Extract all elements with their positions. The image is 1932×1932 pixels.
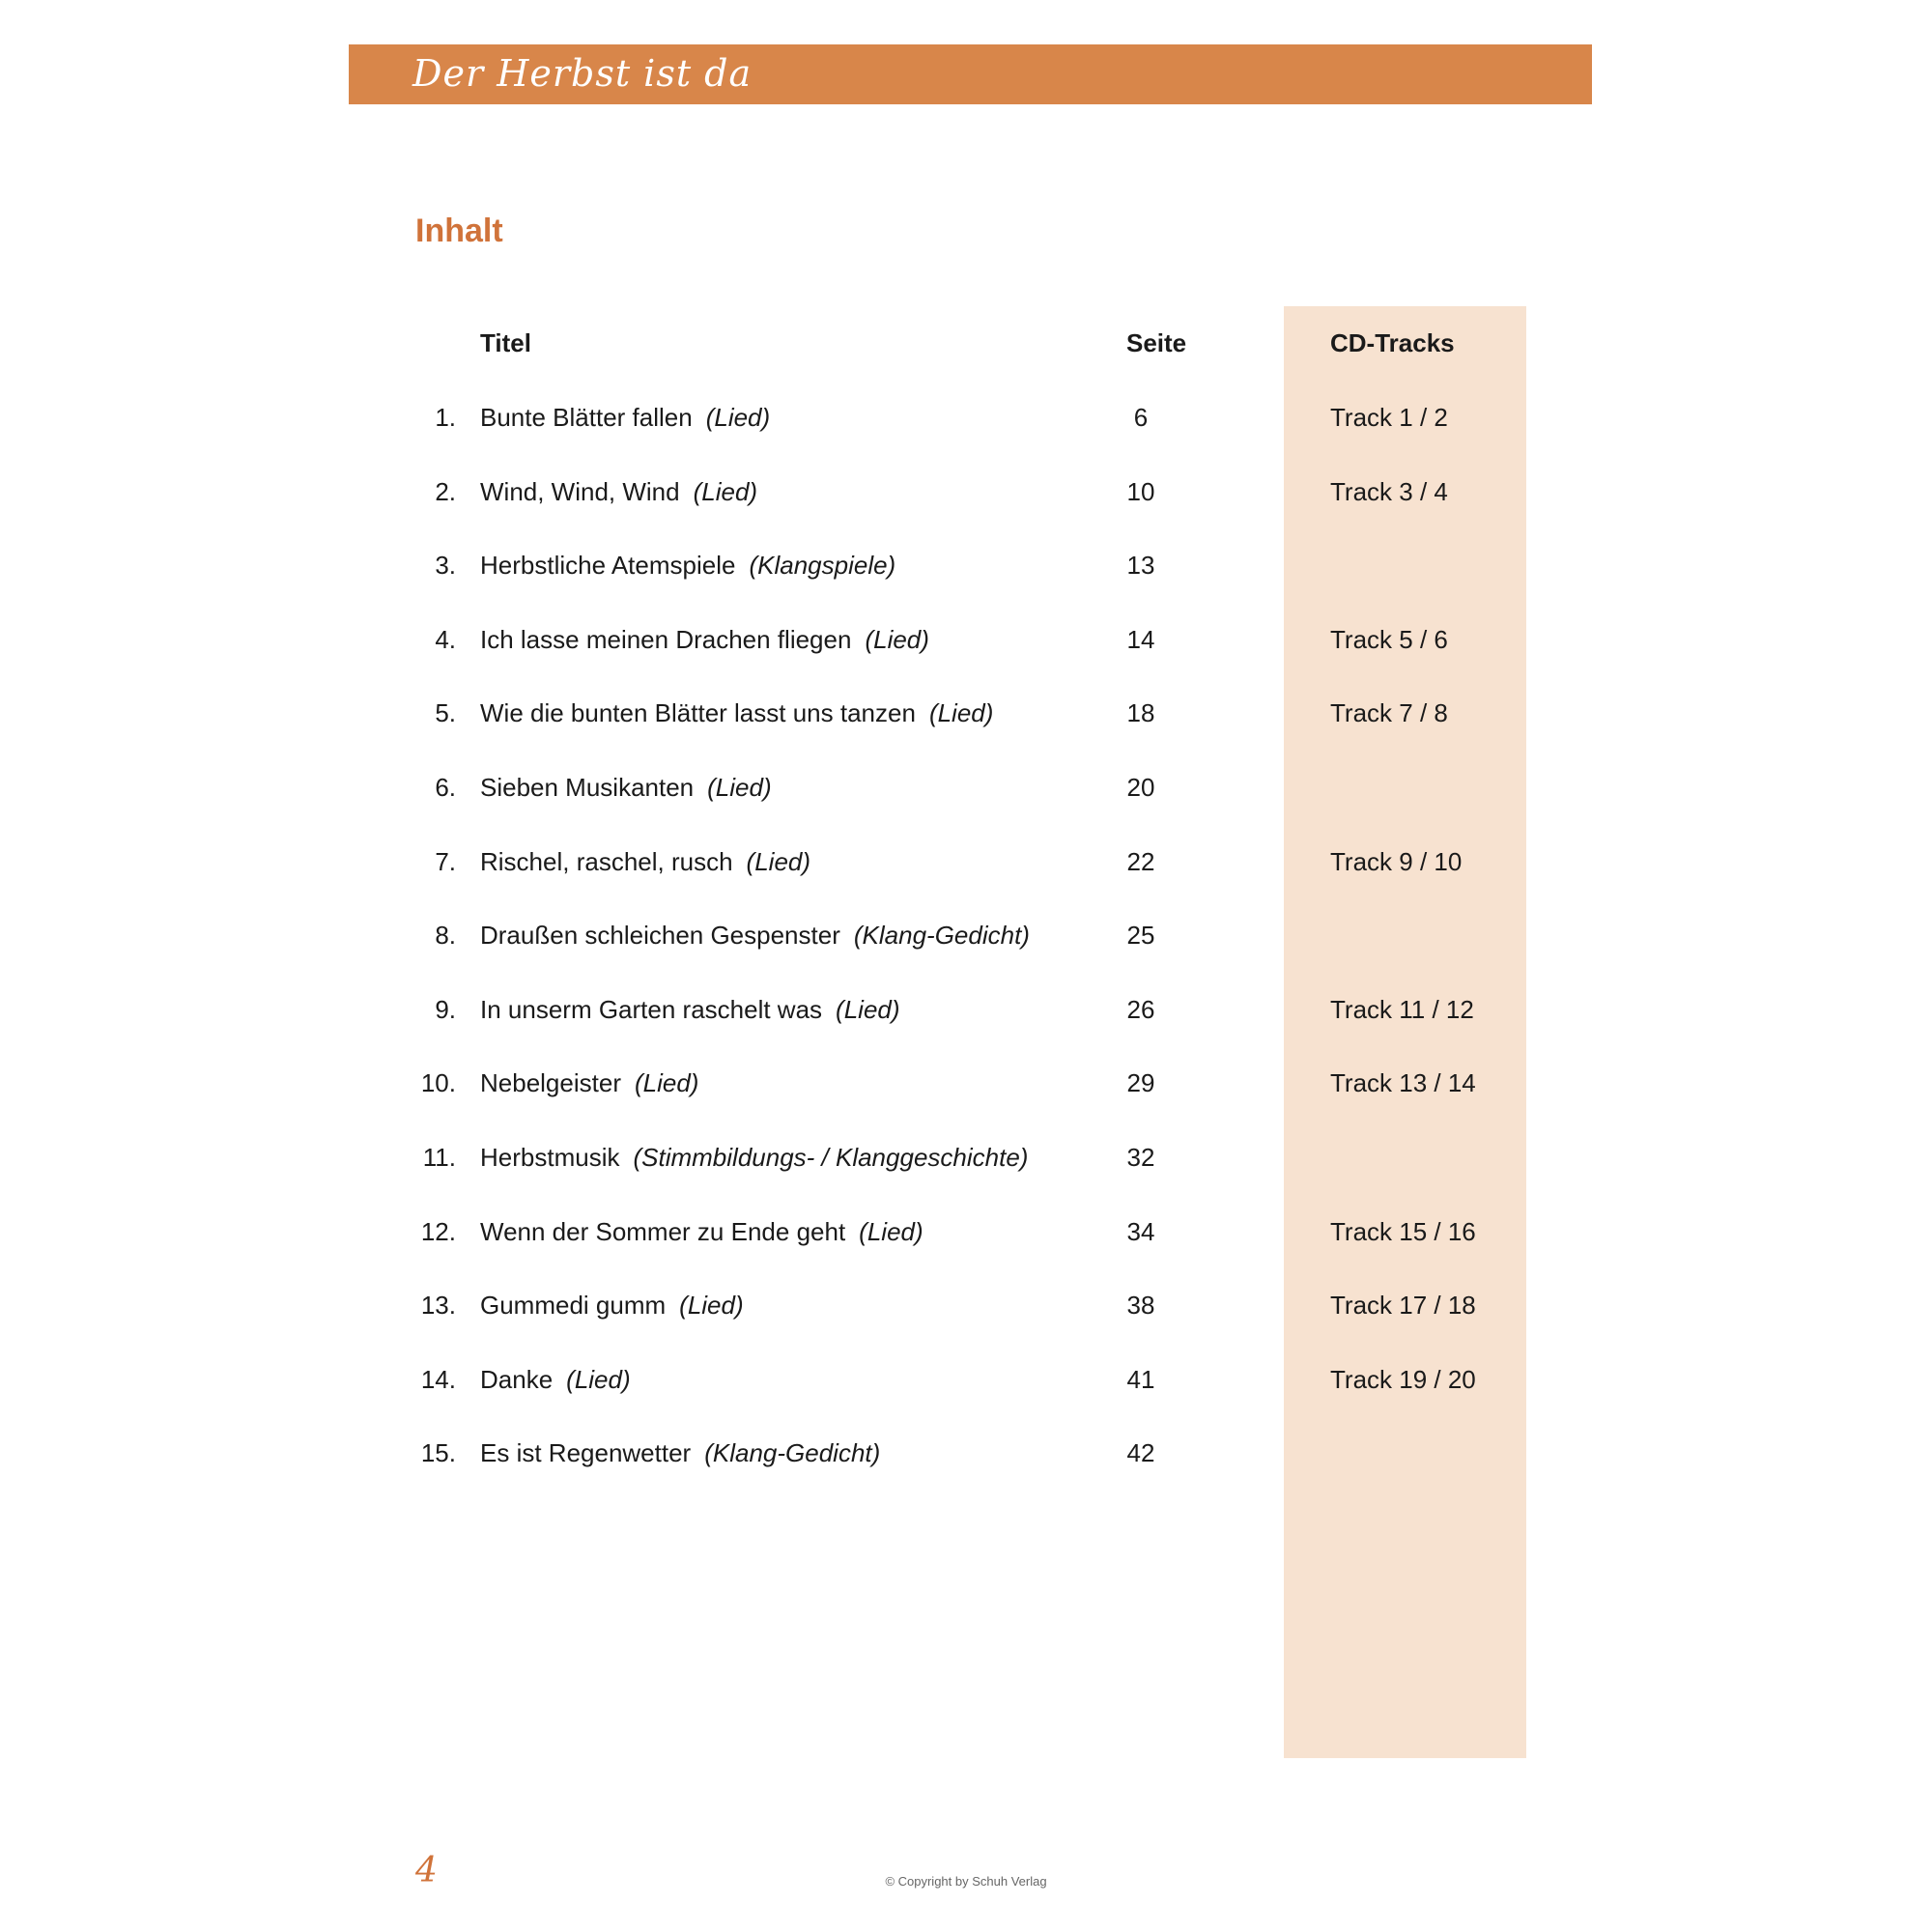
entry-page: 32 [1126,1143,1155,1172]
toc-row [0,551,1932,589]
entry-page: 10 [1126,476,1155,506]
entry-title [480,403,770,433]
entry-title-text: Herbstmusik [480,1143,620,1172]
entry-page: 13 [1126,551,1155,581]
entry-number: 9. [435,994,456,1024]
entry-genre: (Lied) [705,403,771,432]
entry-genre: (Klang-Gedicht) [704,1438,881,1468]
entry-number: 1. [435,403,456,432]
entry-title [480,847,810,877]
entry-page: 38 [1126,1291,1155,1321]
entry-title [480,1143,1028,1173]
entry-number: 12. [420,1216,456,1246]
entry-number: 13. [420,1291,456,1321]
column-header-page: Seite [1126,328,1187,357]
entry-title [480,1068,698,1098]
entry-title-text: Nebelgeister [480,1068,621,1098]
entry-page: 29 [1126,1068,1155,1098]
entry-track: Track 7 / 8 [1330,698,1448,728]
toc-row [0,995,1932,1034]
section-title: Inhalt [415,213,503,249]
entry-title [480,698,993,728]
entry-title [480,551,895,581]
toc-row [0,1217,1932,1256]
entry-track: Track 13 / 14 [1330,1068,1476,1098]
entry-title-text: Wind, Wind, Wind [480,476,680,506]
entry-title-text: Gummedi gumm [480,1291,667,1321]
entry-genre: (Stimmbildungs- / Klanggeschichte) [633,1143,1029,1172]
entry-title-text: Draußen schleichen Gespenster [480,921,840,951]
page-number: 4 [415,1851,438,1890]
toc-row [0,1143,1932,1181]
entry-title [480,1365,631,1395]
toc-row [0,698,1932,737]
toc-row [0,477,1932,516]
copyright-notice: © Copyright by Schuh Verlag [885,1874,1047,1889]
entry-number: 11. [422,1143,456,1172]
toc-row [0,1291,1932,1329]
entry-title [480,1291,744,1321]
entry-page: 14 [1126,624,1155,654]
entry-page: 34 [1126,1216,1155,1246]
entry-title-text: Sieben Musikanten [480,773,695,802]
header-bar [349,44,1592,104]
entry-title-text: Danke [480,1364,554,1394]
entry-page: 41 [1126,1364,1155,1394]
entry-genre: (Klang-Gedicht) [853,921,1030,951]
entry-title-text: Wie die bunten Blätter lasst uns tanzen [480,698,916,728]
toc-row [0,403,1932,441]
entry-number: 14. [420,1364,456,1394]
entry-genre: (Lied) [634,1068,699,1098]
entry-genre: (Lied) [693,476,758,506]
entry-title [480,625,929,655]
entry-number: 4. [435,624,456,654]
entry-genre: (Lied) [566,1364,631,1394]
toc-row [0,1068,1932,1107]
entry-genre: (Lied) [865,624,929,654]
header-title: Der Herbst ist da [412,52,753,95]
entry-number: 10. [420,1068,456,1098]
column-header-title: Titel [480,328,531,357]
entry-page: 26 [1126,994,1155,1024]
entry-page: 22 [1126,846,1155,876]
entry-track: Track 9 / 10 [1330,846,1463,876]
entry-title [480,1217,923,1247]
entry-title-text: Rischel, raschel, rusch [480,846,733,876]
entry-title-text: Ich lasse meinen Drachen fliegen [480,624,852,654]
entry-title-text: Es ist Regenwetter [480,1438,692,1468]
entry-number: 15. [420,1438,456,1468]
entry-track: Track 3 / 4 [1330,476,1448,506]
entry-number: 6. [435,773,456,802]
entry-track: Track 1 / 2 [1330,403,1448,432]
toc-row [0,1438,1932,1477]
entry-title [480,995,900,1025]
entry-number: 2. [435,476,456,506]
entry-track: Track 19 / 20 [1330,1364,1476,1394]
entry-track: Track 17 / 18 [1330,1291,1476,1321]
entry-title-text: Bunte Blätter fallen [480,403,693,432]
entry-title [480,1438,880,1468]
entry-number: 3. [435,551,456,581]
entry-page: 20 [1126,773,1155,802]
toc-row [0,773,1932,811]
entry-title-text: In unserm Garten raschelt was [480,994,823,1024]
entry-page: 18 [1126,698,1155,728]
entry-number: 8. [435,921,456,951]
entry-title-text: Herbstliche Atemspiele [480,551,736,581]
entry-track: Track 15 / 16 [1330,1216,1476,1246]
toc-row [0,1365,1932,1404]
entry-title-text: Wenn der Sommer zu Ende geht [480,1216,846,1246]
entry-genre: (Lied) [859,1216,923,1246]
entry-genre: (Lied) [928,698,994,728]
column-header-tracks: CD-Tracks [1330,328,1455,357]
entry-page: 25 [1126,921,1155,951]
entry-genre: (Klangspiele) [749,551,896,581]
entry-page: 6 [1133,403,1149,432]
entry-genre: (Lied) [836,994,900,1024]
entry-page: 42 [1126,1438,1155,1468]
toc-row [0,921,1932,959]
entry-title [480,773,772,803]
entry-genre: (Lied) [679,1291,744,1321]
entry-track: Track 5 / 6 [1330,624,1448,654]
entry-title [480,477,757,507]
entry-title [480,921,1030,951]
entry-number: 5. [435,698,456,728]
entry-genre: (Lied) [746,846,811,876]
toc-row [0,625,1932,664]
toc-row [0,847,1932,886]
entry-number: 7. [435,846,456,876]
entry-genre: (Lied) [707,773,772,802]
entry-track: Track 11 / 12 [1330,994,1474,1024]
